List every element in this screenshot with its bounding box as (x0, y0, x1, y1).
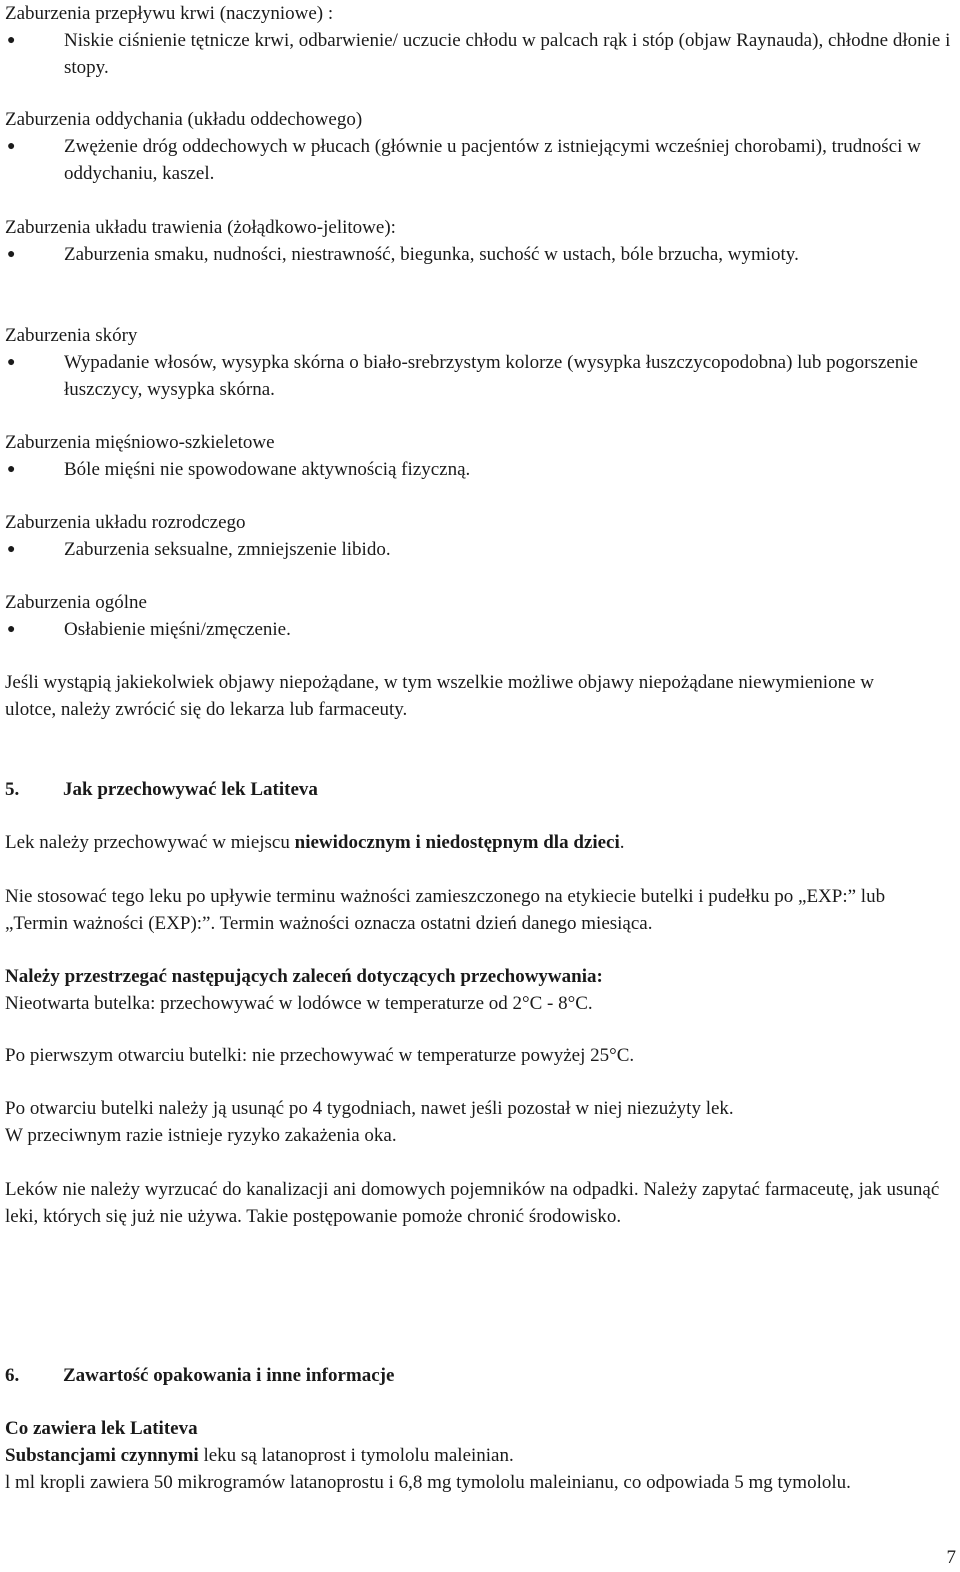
storage-conditions-block (5, 963, 955, 1017)
list-item-text: Zaburzenia smaku, nudności, niestrawność, biegunka, suchość w ustach, bóle brzucha, wymioty. (64, 244, 799, 265)
discard-after-opening-block (5, 1095, 955, 1149)
bullet-icon: ● (7, 139, 16, 154)
side-effect-section-general (5, 589, 955, 643)
section-title: Zaburzenia ogólne (5, 592, 147, 613)
bullet-icon: ● (7, 355, 16, 370)
discard-line: Po otwarciu butelki należy ją usunąć po 4 tygodniach, nawet jeśli pozostał w niej niezużyty lek. (5, 1098, 734, 1119)
list-item (5, 27, 955, 81)
expiry-paragraph: Nie stosować tego leku po upływie terminu ważności zamieszczonego na etykiecie butelki i pudełku po „EXP:” lub „Termin ważności (EXP):”. Termin ważności oznacza ostatni dzień danego miesiąca. (5, 886, 886, 934)
list-item (5, 616, 955, 643)
section-title: Zaburzenia układu rozrodczego (5, 512, 246, 533)
side-effect-section-musculoskeletal (5, 429, 955, 483)
infection-risk-line: W przeciwnym razie istnieje ryzyko zakażenia oka. (5, 1125, 397, 1146)
bullet-icon: ● (7, 247, 16, 262)
side-effect-section-digestive (5, 214, 955, 268)
section-title: Zaburzenia mięśniowo-szkieletowe (5, 432, 275, 453)
list-item (5, 536, 955, 563)
composition-subheading: Co zawiera lek Latiteva (5, 1418, 198, 1439)
page-number: 7 (946, 1547, 956, 1568)
side-effect-section-vascular (5, 0, 955, 81)
storage-children-paragraph (5, 829, 955, 856)
text-run: . (619, 832, 625, 853)
list-item (5, 349, 955, 403)
section-title: Zaburzenia układu trawienia (żołądkowo-jelitowe): (5, 217, 396, 238)
list-item-text: Bóle mięśni nie spowodowane aktywnością fizyczną. (64, 459, 471, 480)
list-item (5, 456, 955, 483)
list-item (5, 241, 955, 268)
section-heading-text: Jak przechowywać lek Latiteva (63, 779, 318, 800)
list-item-text: Zaburzenia seksualne, zmniejszenie libido. (64, 539, 391, 560)
emphasis-text: Substancjami czynnymi (5, 1445, 199, 1466)
list-item-text: Wypadanie włosów, wysypka skórna o biało-srebrzystym kolorze (wysypka łuszczycopodobna) lub pogorszenie łuszczycy, wysypka skórna. (64, 352, 918, 400)
section-title: Zaburzenia przepływu krwi (naczyniowe) : (5, 3, 334, 24)
text-run: leku są latanoprost i tymololu maleinian. (198, 1445, 514, 1466)
section-6-heading (5, 1362, 955, 1389)
section-number: 5. (5, 779, 20, 800)
side-effect-section-respiratory (5, 106, 955, 187)
side-effect-section-skin (5, 322, 955, 403)
list-item-text: Osłabienie mięśni/zmęczenie. (64, 619, 291, 640)
bullet-icon: ● (7, 462, 16, 477)
list-item-text: Niskie ciśnienie tętnicze krwi, odbarwienie/ uczucie chłodu w palcach rąk i stóp (objaw Raynauda), chłodne dłonie i stopy. (64, 30, 951, 78)
section-title: Zaburzenia oddychania (układu oddechowego) (5, 109, 363, 130)
bullet-icon: ● (7, 542, 16, 557)
active-substances-line (5, 1442, 950, 1469)
bullet-icon: ● (7, 33, 16, 48)
bullet-icon: ● (7, 622, 16, 637)
section-5-heading (5, 776, 955, 803)
report-side-effects-note: Jeśli wystąpią jakiekolwiek objawy niepożądane, w tym wszelkie możliwe objawy niepożądane niewymienione w ulotce, należy zwrócić się do lekarza lub farmaceuty. (5, 672, 874, 720)
section-heading-text: Zawartość opakowania i inne informacje (63, 1365, 395, 1386)
section-number: 6. (5, 1365, 20, 1386)
list-item (5, 133, 955, 187)
dose-composition-line: l ml kropli zawiera 50 mikrogramów latanoprostu i 6,8 mg tymololu maleinianu, co odpowiada 5 mg tymololu. (5, 1472, 851, 1493)
composition-block (5, 1415, 950, 1496)
list-item-text: Zwężenie dróg oddechowych w płucach (głównie u pacjentów z istniejącymi wcześniej chorobami), trudności w oddychaniu, kaszel. (64, 136, 921, 184)
side-effect-section-reproductive (5, 509, 955, 563)
text-run: Lek należy przechowywać w miejscu (5, 832, 295, 853)
unopened-storage-text: Nieotwarta butelka: przechowywać w lodówce w temperaturze od 2°C - 8°C. (5, 993, 593, 1014)
disposal-paragraph: Leków nie należy wyrzucać do kanalizacji ani domowych pojemników na odpadki. Należy zapytać farmaceutę, jak usunąć leki, których się już nie używa. Takie postępowanie pomoże chronić środowisko. (5, 1179, 940, 1227)
storage-conditions-heading (5, 963, 955, 990)
opened-storage-paragraph: Po pierwszym otwarciu butelki: nie przechowywać w temperaturze powyżej 25°C. (5, 1045, 635, 1066)
section-title: Zaburzenia skóry (5, 325, 138, 346)
emphasis-text: Należy przestrzegać następujących zaleceń dotyczących przechowywania: (5, 966, 603, 987)
emphasis-text: niewidocznym i niedostępnym dla dzieci (294, 832, 620, 853)
